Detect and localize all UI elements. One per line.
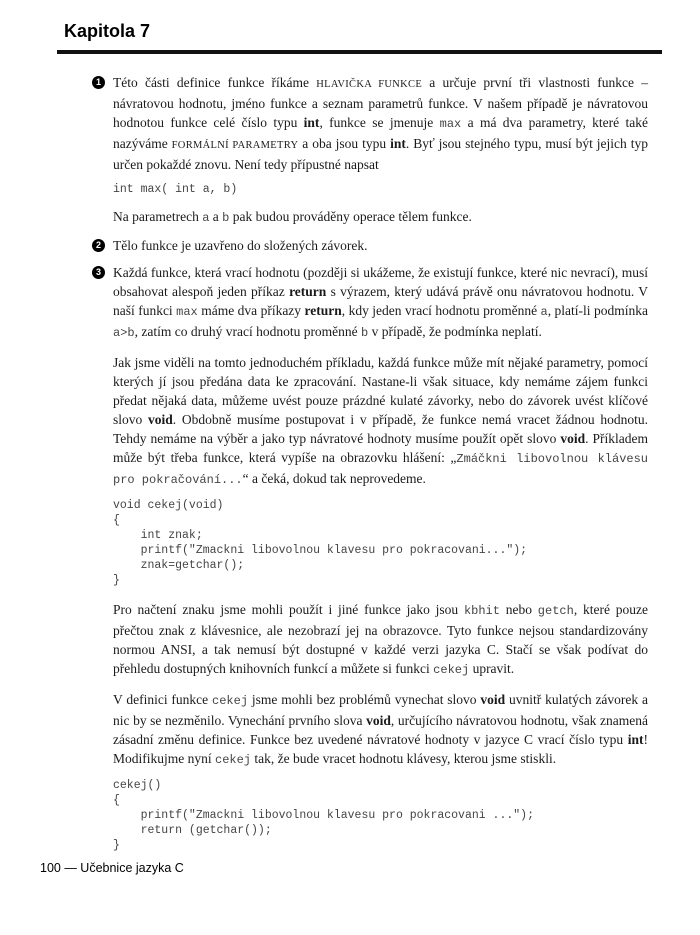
number-3-icon: 3 [92,266,105,279]
code-block-cekej-void: void cekej(void) { int znak; printf("Zmackni libovolnou klavesu pro pokracovani..."); znak=getchar(); } [113,499,528,587]
item-1-paragraph: Této části definice funkce říkáme HLAVIČKA FUNKCE a určuje první tři vlastnosti funkce – návratovou hodnotu, jméno funkce a seznam parametrů funkce. V našem případě je návratovou hodnotou funkce celé číslo typu int, funkce se jmenuje max a má dva parametry, které také nazýváme FORMÁLNÍ PARAMETRY a oba jsou typu int. Byť jsou stejného typu, musí být jejich typ určen pokaždé znovu. Není tedy přípustné napsat [113,75,648,172]
paragraph-void: Jak jsme viděli na tomto jednoduchém příkladu, každá funkce může mít nějaké parametry, pomocí kterých jí jsou předána data ke zpracování. Nastane-li však situace, kdy nemáme zájem funkci předat nějaká data, můžeme uvést pouze prázdné kulaté závorky, nebo do závorek uvést klíčové slovo void. Obdobně musíme postupovat i v případě, že funkce nemá vracet žádnou hodnotu. Tehdy nemáme na výběr a jako typ návratové hodnoty musíme použít opět slovo void. Příkladem může být třeba funkce, která vypíše na obrazovku hlášení: „Zmáčkni libovolnou klávesu pro pokračování...“ a čeká, dokud tak neprovedeme. [113,355,648,487]
paragraph-kbhit: Pro načtení znaku jsme mohli použít i jiné funkce jako jsou kbhit nebo getch, které pouze přečtou znak z klávesnice, ale nezobrazí jej na obrazovce. Tyto funkce nejsou standardizovány normou ANSI, a tak nemusí být dostupné v každé verzi jazyka C. Stačí se však podívat do přehledu dostupných knihovních funkcí a můžete si funkci cekej upravit. [113,602,648,677]
chapter-title: Kapitola 7 [64,21,151,41]
item-1-paragraph-2: Na parametrech a a b pak budou prováděny operace tělem funkce. [113,209,472,225]
page-content [92,73,648,865]
code-snippet-max: int max( int a, b) [113,183,238,196]
list-item-3 [92,263,648,343]
item-2-paragraph: Tělo funkce je uzavřeno do složených závorek. [113,238,368,253]
page-header [57,18,662,54]
body-section-void [92,353,648,853]
number-1-icon: 1 [92,76,105,89]
list-item-1 [92,73,648,228]
page-footer: 100 — Učebnice jazyka C [40,861,184,875]
item-3-paragraph: Každá funkce, která vrací hodnotu (později si ukážeme, že existují funkce, které nic nevrací), musí obsahovat alespoň jeden příkaz return s výrazem, který udává právě onu návratovou hodnotu. V naší funkci max máme dva příkazy return, kdy jeden vrací hodnotu proměnné a, platí-li podmínka a>b, zatím co druhý vrací hodnotu proměnné b v případě, že podmínka neplatí. [113,265,648,340]
list-item-2 [92,236,648,255]
number-2-icon: 2 [92,239,105,252]
paragraph-return-type: V definici funkce cekej jsme mohli bez problémů vynechat slovo void uvnitř kulatých závorek a nic by se nezměnilo. Vynechání prvního slova void, určujícího návratovou hodnotu, však znamená zásadní změnu definice. Funkce bez uvedené návratové hodnoty v jazyce C vrací číslo typu int! Modifikujme nyní cekej tak, že bude vracet hodnotu klávesy, kterou jsme stiskli. [113,692,649,767]
code-block-cekej-return: cekej() { printf("Zmackni libovolnou klavesu pro pokracovani ..."); return (getchar()); } [113,779,534,852]
